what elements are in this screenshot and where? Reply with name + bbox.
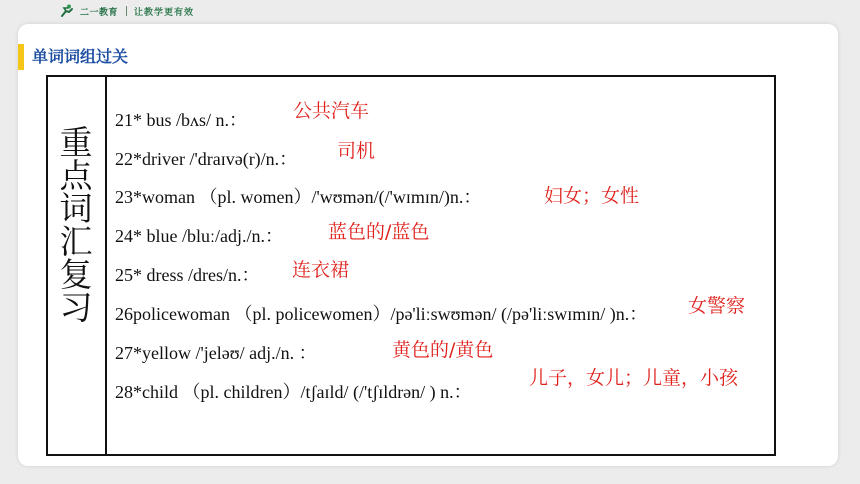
vocab-answer: 公共汽车 [293,100,370,122]
vocab-entry: 22*driver /'draɪvə(r)/n.： [115,149,298,169]
vocab-answer: 女警察 [688,295,746,317]
vocab-answer: 蓝色的/蓝色 [328,221,430,243]
title-accent-bar [18,44,24,70]
vocab-entry: 27*yellow /'jeləʊ/ adj./n. ： [115,343,317,363]
side-label-char: 复 [59,255,93,294]
vocab-entry: 21* bus /bʌs/ n.： [115,110,248,130]
vocab-answer: 妇女；女性 [544,185,640,207]
side-label-char: 词 [59,189,93,228]
slogan: 让教学更有效 [134,8,195,18]
vocab-answer: 儿子，女儿；儿童，小孩 [529,367,739,389]
side-label-char: 重 [59,123,93,162]
section-title: 单词词组过关 [32,47,129,66]
side-label-char: 点 [59,156,93,195]
vocab-entry: 24* blue /bluː/adj./n.： [115,226,283,246]
vocab-answer: 黄色的/黄色 [392,339,494,361]
runner-logo-icon [58,4,76,18]
header-divider [126,6,127,16]
side-label [52,123,100,327]
vocab-box-divider [105,75,107,456]
brand-logo[interactable] [58,4,118,18]
vocab-entry: 25* dress /dres/n.： [115,265,260,285]
vocab-answer: 司机 [337,140,376,162]
vocab-entry: 23*woman （pl. women）/'wʊmən/(/'wɪmɪn/)n.： [115,187,482,207]
vocab-answer: 连衣裙 [292,259,350,281]
side-label-char: 习 [59,288,93,327]
top-header [0,0,860,22]
logo-text: 二一教育 [80,7,119,18]
vocab-entry: 26policewoman （pl. policewomen）/pə'liːswʊmən/ (/pə'liːswɪmɪn/ )n.： [115,304,648,324]
side-label-char: 汇 [59,222,93,261]
vocab-entry: 28*child （pl. children）/tʃaɪld/ (/'tʃɪldrən/ ) n.： [115,382,472,402]
